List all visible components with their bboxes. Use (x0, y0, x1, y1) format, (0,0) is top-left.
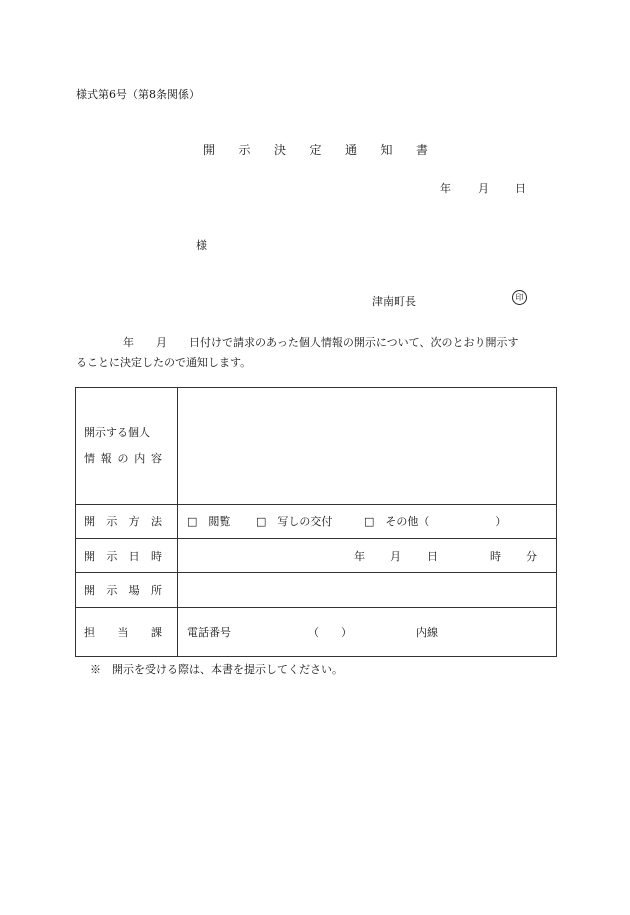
dt-day: 日 (427, 549, 438, 563)
row-label-department (76, 607, 178, 656)
label-char: 開 (84, 549, 95, 563)
table-row (76, 539, 557, 573)
date-day: 日 (515, 182, 526, 195)
label-char: 示 (106, 583, 118, 597)
title-char: 示 (238, 143, 251, 157)
dt-year: 年 (354, 549, 365, 563)
content-field[interactable] (178, 388, 557, 505)
label-char: 開 (84, 515, 95, 529)
dt-month: 月 (390, 549, 401, 563)
table-row (76, 607, 557, 656)
method-options (178, 504, 557, 538)
row-label-place (76, 573, 178, 607)
label-char: 法 (150, 515, 162, 529)
label-char: 示 (106, 549, 118, 563)
phone-paren: （ ） (308, 625, 352, 639)
table-row (76, 504, 557, 538)
table-row (76, 573, 557, 607)
issuer-name: 津南町長 (372, 295, 416, 308)
title-char: 通 (345, 143, 358, 157)
place-field[interactable] (178, 573, 557, 607)
title-char: 書 (416, 143, 429, 157)
extension-label: 内線 (416, 625, 438, 639)
label-char: 内 (134, 451, 146, 465)
addressee-suffix: 様 (196, 239, 207, 252)
label-char: 当 (117, 625, 129, 639)
label-char: 容 (151, 451, 162, 465)
disclosure-table (75, 387, 557, 657)
label-char: 課 (151, 625, 162, 639)
row-label-datetime (76, 539, 178, 573)
label-char: 報 (100, 451, 112, 465)
seal-mark: 印 (512, 290, 527, 305)
label-char: 方 (128, 515, 140, 529)
label-char: 担 (84, 625, 95, 639)
label-char: 情 (84, 451, 95, 465)
datetime-field[interactable] (178, 539, 557, 573)
label-char: 開 (84, 583, 95, 597)
label-char: の (117, 451, 129, 465)
form-number: 様式第6号（第8条関係） (76, 88, 200, 101)
document-title (203, 141, 452, 158)
body-text-line1: 年 月 日付けで請求のあった個人情報の開示について、次のとおり開示す (123, 336, 519, 349)
label-char: 示 (106, 515, 118, 529)
title-char: 決 (274, 143, 287, 157)
row-label-method (76, 504, 178, 538)
label-char: 時 (150, 549, 162, 563)
label-char: 日 (128, 549, 140, 563)
body-text-line2: ることに決定したので通知します。 (76, 356, 252, 369)
label-line1: 開示する個人 (84, 425, 150, 439)
checkbox-viewing[interactable]: □ 閲覧 (187, 515, 231, 529)
label-line2 (84, 446, 162, 472)
title-char: 知 (380, 143, 393, 157)
title-char: 定 (309, 143, 322, 157)
issue-date (440, 180, 526, 196)
dt-minute: 分 (526, 549, 537, 563)
date-year: 年 (440, 182, 451, 195)
dt-hour: 時 (490, 549, 501, 563)
date-month: 月 (478, 182, 489, 195)
table-row (76, 388, 557, 505)
checkbox-copy[interactable]: □ 写しの交付 (256, 515, 333, 529)
title-char: 開 (203, 143, 216, 157)
label-char: 所 (150, 583, 162, 597)
phone-label: 電話番号 (187, 625, 231, 639)
footnote: ※ 開示を受ける際は、本書を提示してください。 (90, 663, 343, 676)
row-label-content (76, 388, 178, 505)
department-field[interactable] (178, 607, 557, 656)
label-char: 場 (128, 583, 140, 597)
checkbox-other[interactable]: □ その他（ ） (364, 515, 507, 529)
